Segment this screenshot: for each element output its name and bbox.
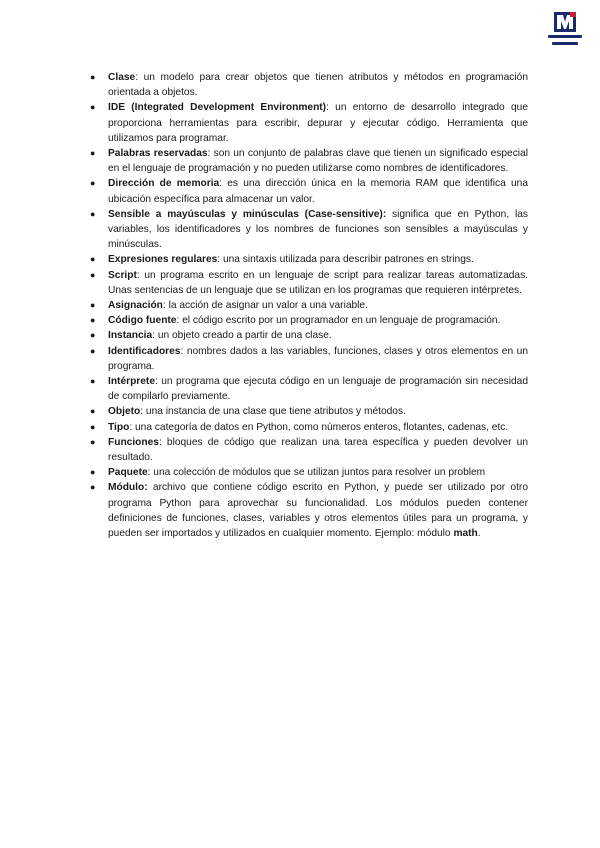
bullet-icon: ●: [90, 72, 96, 82]
bullet-icon: ●: [90, 330, 96, 341]
glossary-item-objeto: [90, 404, 528, 419]
glossary-term: Dirección de memoria: [108, 178, 220, 190]
glossary-definition: : nombres dados a las variables, funciones, clases y otros elementos en un programa.: [108, 345, 528, 372]
glossary-item-codigo-fuente: [90, 313, 528, 328]
glossary-definition: : una instancia de una clase que tiene atributos y métodos.: [140, 406, 406, 418]
glossary-item-modulo: [90, 480, 528, 541]
bullet-icon: ●: [90, 178, 96, 189]
glossary-definition: : una categoría de datos en Python, como números enteros, flotantes, cadenas, etc.: [129, 421, 509, 433]
glossary-term: Paquete: [108, 467, 148, 479]
bullet-icon: ●: [90, 300, 96, 311]
glossary-definition: significa que en Python, las variables, los identificadores y los nombres de funciones son sensibles a mayúsculas y minúsculas.: [108, 208, 528, 251]
glossary-term: Código fuente: [108, 315, 177, 327]
glossary-definition: : un programa escrito en un lenguaje de script para realizar tareas automatizadas. Unas sentencias de un lenguaje que se utilizan en los programas que requieren intérpretes.: [108, 269, 528, 296]
glossary-list: [90, 70, 528, 541]
glossary-definition: archivo que contiene código escrito en Python, y puede ser utilizado por otro programa Python para aprovechar su funcionalidad. Los módulos pueden contener definiciones de funciones, clases, variables y otros elementos útiles para un programa, y pueden ser importados y utilizados en cualquier momento. Ejemplo: módulo: [108, 482, 528, 540]
glossary-example: math: [453, 528, 478, 540]
glossary-term: Funciones: [108, 436, 159, 448]
glossary-term: Asignación: [108, 300, 163, 312]
glossary-term: Objeto: [108, 406, 141, 418]
bullet-icon: ●: [90, 254, 96, 265]
glossary-definition: : la acción de asignar un valor a una variable.: [162, 300, 368, 312]
bullet-icon: ●: [90, 436, 96, 447]
bullet-icon: ●: [90, 467, 96, 478]
glossary-term: Instancia: [108, 330, 153, 342]
university-logo: [548, 12, 582, 48]
glossary-item-script: [90, 268, 528, 298]
bullet-icon: ●: [90, 315, 96, 326]
glossary-item-funciones: [90, 435, 528, 465]
glossary-definition: : un programa que ejecuta código en un lenguaje de programación sin necesidad de compilarlo previamente.: [108, 376, 528, 403]
glossary-definition: : un entorno de desarrollo integrado que proporciona herramientas para escribir, depurar y ejecutar código. Herramienta que utilizamos para programar.: [108, 102, 528, 144]
glossary-term: Palabras reservadas: [108, 148, 208, 160]
glossary-item-direccion-memoria: [90, 176, 528, 206]
glossary-term: Módulo:: [108, 482, 148, 494]
glossary-definition: : bloques de código que realizan una tarea específica y pueden devolver un resultado.: [108, 436, 528, 464]
glossary-definition: : un objeto creado a partir de una clase.: [152, 330, 332, 342]
logo-wordmark-line: [548, 35, 582, 38]
glossary-item-expresiones-regulares: [90, 252, 528, 267]
glossary-item-interprete: [90, 374, 528, 404]
glossary-item-tipo: [90, 420, 528, 435]
bullet-icon: ●: [90, 345, 96, 356]
glossary-definition: : son un conjunto de palabras clave que tienen un significado especial en el lenguaje de programación y no pueden utilizarse como nombres de identificadores.: [108, 148, 528, 175]
glossary-item-identificadores: [90, 344, 528, 374]
bullet-icon: ●: [90, 482, 96, 493]
glossary-term: Sensible a mayúsculas y minúsculas (Case-sensitive):: [108, 208, 387, 220]
bullet-icon: ●: [90, 376, 96, 387]
glossary-term: Tipo: [108, 421, 130, 433]
glossary-item-asignacion: [90, 298, 528, 313]
glossary-term: Identificadores: [108, 345, 181, 357]
glossary-item-case-sensitive: [90, 207, 528, 253]
glossary-term: Expresiones regulares: [108, 254, 218, 266]
bullet-icon: ●: [90, 102, 96, 113]
glossary-definition: : el código escrito por un programador en un lenguaje de programación.: [176, 315, 501, 327]
glossary-term: IDE (Integrated Development Environment): [108, 102, 327, 114]
bullet-icon: ●: [90, 421, 96, 432]
glossary-term: Clase: [108, 72, 136, 83]
glossary-item-instancia: [90, 328, 528, 343]
bullet-icon: ●: [90, 269, 96, 280]
university-logo-icon: [554, 12, 576, 32]
glossary-item-paquete: [90, 465, 528, 480]
glossary-term: Script: [108, 269, 137, 281]
glossary-definition: : un modelo para crear objetos que tienen atributos y métodos en programación orientada a objetos.: [108, 72, 528, 99]
glossary-definition: : una sintaxis utilizada para describir patrones en strings.: [217, 254, 474, 266]
logo-wordmark-line: [552, 42, 578, 45]
glossary-definition: : es una dirección única en la memoria RAM que identifica una ubicación específica para almacenar un valor.: [108, 178, 528, 205]
glossary-item-clase: [90, 70, 528, 100]
glossary-definition: : una colección de módulos que se utilizan juntos para resolver un problem: [147, 467, 486, 479]
glossary-item-ide: [90, 100, 528, 146]
glossary-definition-tail: .: [477, 528, 481, 540]
bullet-icon: ●: [90, 208, 96, 219]
glossary-term: Intérprete: [108, 376, 155, 388]
glossary-item-palabras-reservadas: [90, 146, 528, 176]
bullet-icon: ●: [90, 406, 96, 417]
bullet-icon: ●: [90, 148, 96, 159]
